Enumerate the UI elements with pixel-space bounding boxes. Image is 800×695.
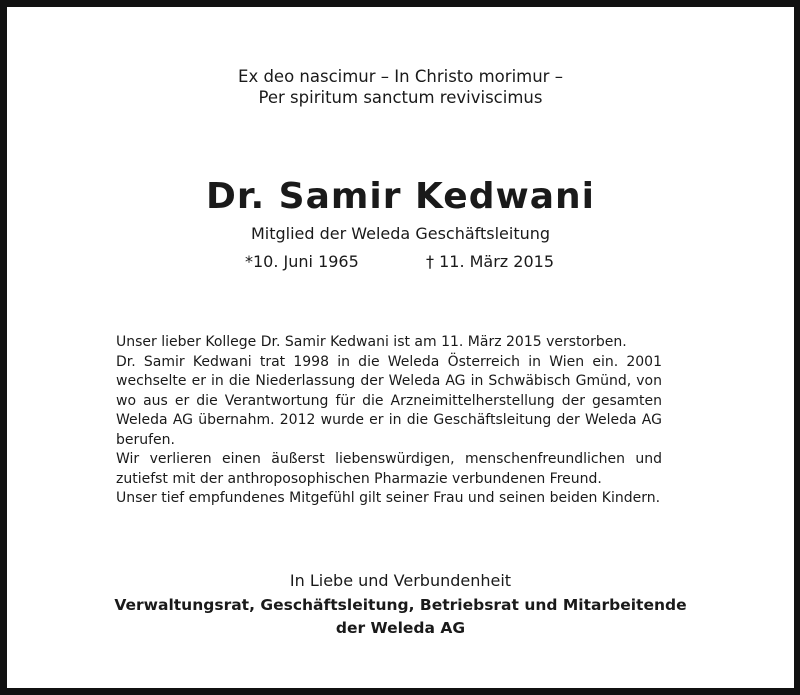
signers-line-1: Verwaltungsrat, Geschäftsleitung, Betriebsrat und Mitarbeitende bbox=[114, 596, 687, 614]
death-date: † 11. März 2015 bbox=[426, 252, 555, 271]
motto-line-2: Per spiritum sanctum reviviscimus bbox=[258, 88, 543, 107]
deceased-name: Dr. Samir Kedwani bbox=[205, 176, 596, 217]
signers-line-2: der Weleda AG bbox=[335, 619, 466, 637]
paragraph: Wir verlieren einen äußerst liebenswürdigen, menschenfreundlichen und zutiefst mit der anthroposophischen Pharmazie verbundenen Freund. bbox=[116, 451, 662, 487]
paragraph: Dr. Samir Kedwani trat 1998 in die Weleda Österreich in Wien ein. 2001 wechselte er in die Niederlassung der Weleda AG in Schwäbisch Gmünd, von wo aus er die Verantwortung für die Arzneimittelherstellung der gesamten Weleda AG übernahm. 2012 wurde er in die Geschäftsleitung der Weleda AG berufen. bbox=[116, 353, 662, 448]
closing-phrase: In Liebe und Verbundenheit bbox=[289, 571, 512, 590]
motto bbox=[7, 66, 794, 108]
motto-line-1: Ex deo nascimur – In Christo morimur – bbox=[238, 67, 563, 86]
signers bbox=[7, 594, 794, 640]
birth-date: *10. Juni 1965 bbox=[245, 252, 359, 271]
obituary-text bbox=[116, 333, 662, 509]
paragraph: Unser tief empfundenes Mitgefühl gilt seiner Frau und seinen beiden Kindern. bbox=[116, 490, 661, 506]
deceased-role: Mitglied der Weleda Geschäftsleitung bbox=[250, 224, 551, 243]
life-dates bbox=[7, 251, 794, 273]
paragraph: Unser lieber Kollege Dr. Samir Kedwani ist am 11. März 2015 verstorben. bbox=[116, 334, 627, 350]
